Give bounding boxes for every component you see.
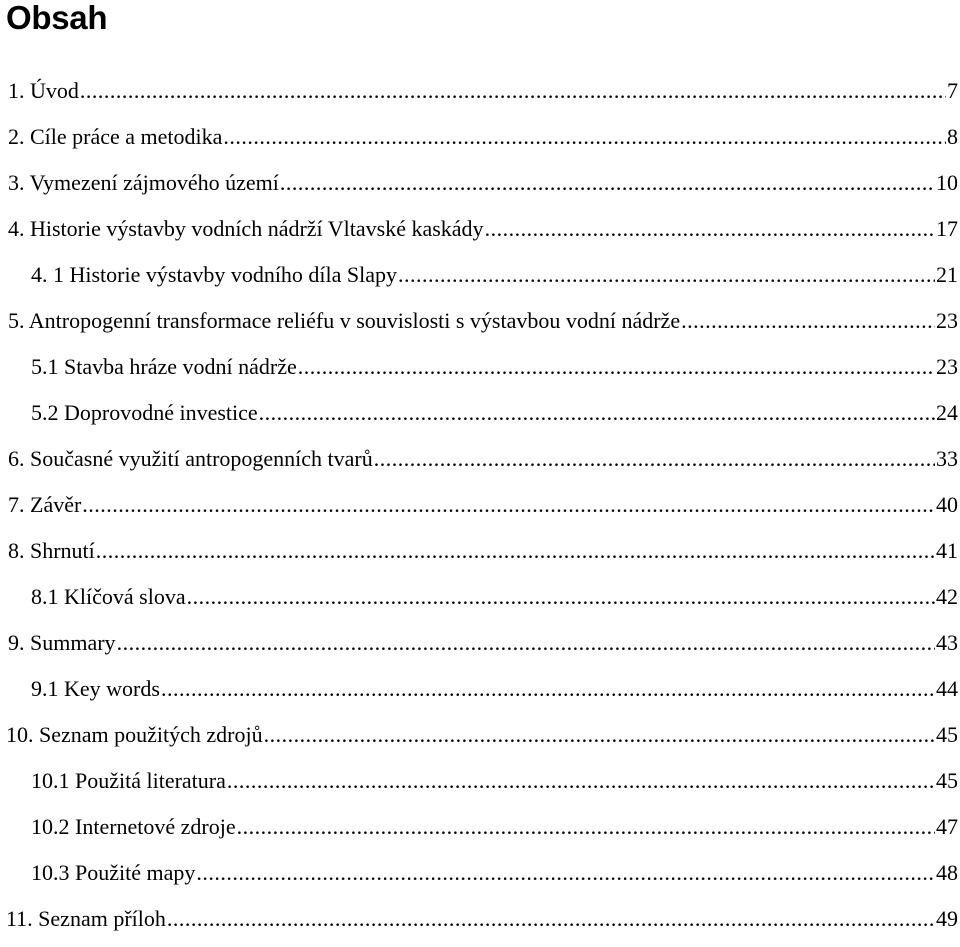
toc-entry-pouzita-literatura[interactable] [0,761,960,807]
toc-entry-label: 9. Summary [8,630,116,655]
toc-entry-label: 8.1 Klíčová slova [31,584,186,609]
toc-page-number: 47 [936,814,958,839]
toc-page-number: 45 [936,722,958,747]
toc-entry-summary[interactable] [0,623,960,669]
toc-entry-cile-prace[interactable] [0,117,960,163]
toc-entry-label: 8. Shrnutí [8,538,95,563]
toc-entry-key-words[interactable] [0,669,960,715]
dot-leader [681,301,935,341]
toc-entry-internetove-zdroje[interactable] [0,807,960,853]
toc-entry-label: 4. Historie výstavby vodních nádrží Vltavské kaskády [8,216,484,241]
toc-entry-antropogenni-transformace[interactable] [0,301,960,347]
toc-entry-vymezeni-uzemi[interactable] [0,163,960,209]
toc-entry-uvod[interactable] [0,71,960,117]
toc-page-number: 43 [936,630,958,655]
toc-page-number: 23 [936,354,958,379]
toc-entry-klicova-slova[interactable] [0,577,960,623]
toc-entry-label: 10.3 Použité mapy [31,860,196,885]
toc-page-number: 10 [936,170,958,195]
toc-entry-label: 10.1 Použitá literatura [31,768,226,793]
toc-page-number: 8 [947,124,958,149]
dot-leader [82,485,935,525]
dot-leader [223,117,946,157]
dot-leader [485,209,935,249]
toc-page-number: 48 [936,860,958,885]
dot-leader [227,761,935,801]
toc-page-number: 24 [936,400,958,425]
toc-entry-label: 5.2 Doprovodné investice [31,400,258,425]
dot-leader [374,439,935,479]
toc-entry-label: 10. Seznam použitých zdrojů [6,722,263,747]
toc-entry-soucasne-vyuziti[interactable] [0,439,960,485]
toc-entry-doprovodne-investice[interactable] [0,393,960,439]
dot-leader [259,393,935,433]
toc-page-number: 17 [936,216,958,241]
toc-entry-historie-vystavby[interactable] [0,209,960,255]
toc-page-number: 49 [936,906,958,931]
dot-leader [264,715,935,755]
toc-entry-label: 2. Cíle práce a metodika [8,124,223,149]
toc-entry-label: 11. Seznam příloh [6,906,166,931]
table-of-contents [0,71,960,945]
dot-leader [161,669,935,709]
toc-entry-shrnuti[interactable] [0,531,960,577]
dot-leader [117,623,935,663]
toc-entry-seznam-priloh[interactable] [0,899,960,945]
toc-entry-label: 5. Antropogenní transformace reliéfu v souvislosti s výstavbou vodní nádrže [8,308,681,333]
toc-page-number: 33 [936,446,958,471]
toc-entry-label: 5.1 Stavba hráze vodní nádrže [31,354,297,379]
toc-entry-seznam-zdroju[interactable] [0,715,960,761]
dot-leader [237,807,935,847]
toc-entry-label: 3. Vymezení zájmového území [8,170,279,195]
dot-leader [298,347,935,387]
toc-page-number: 44 [936,676,958,701]
dot-leader [187,577,935,617]
dot-leader [167,899,935,939]
toc-entry-label: 6. Současné využití antropogenních tvarů [8,446,373,471]
toc-page-number: 23 [936,308,958,333]
toc-entry-label: 4. 1 Historie výstavby vodního díla Slapy [31,262,398,287]
dot-leader [96,531,935,571]
toc-entry-label: 9.1 Key words [31,676,160,701]
dot-leader [80,71,946,111]
page-title: Obsah [6,0,108,36]
toc-entry-pouzite-mapy[interactable] [0,853,960,899]
toc-page-number: 7 [947,78,958,103]
dot-leader [398,255,935,295]
toc-entry-zaver[interactable] [0,485,960,531]
toc-page-number: 40 [936,492,958,517]
toc-entry-historie-slapy[interactable] [0,255,960,301]
toc-entry-label: 10.2 Internetové zdroje [31,814,236,839]
toc-page-number: 42 [936,584,958,609]
toc-entry-label: 7. Závěr [8,492,82,517]
dot-leader [280,163,935,203]
toc-page-number: 21 [936,262,958,287]
toc-page-number: 45 [936,768,958,793]
toc-page-number: 41 [936,538,958,563]
toc-entry-label: 1. Úvod [8,78,79,103]
toc-entry-stavba-hraze[interactable] [0,347,960,393]
dot-leader [196,853,935,893]
